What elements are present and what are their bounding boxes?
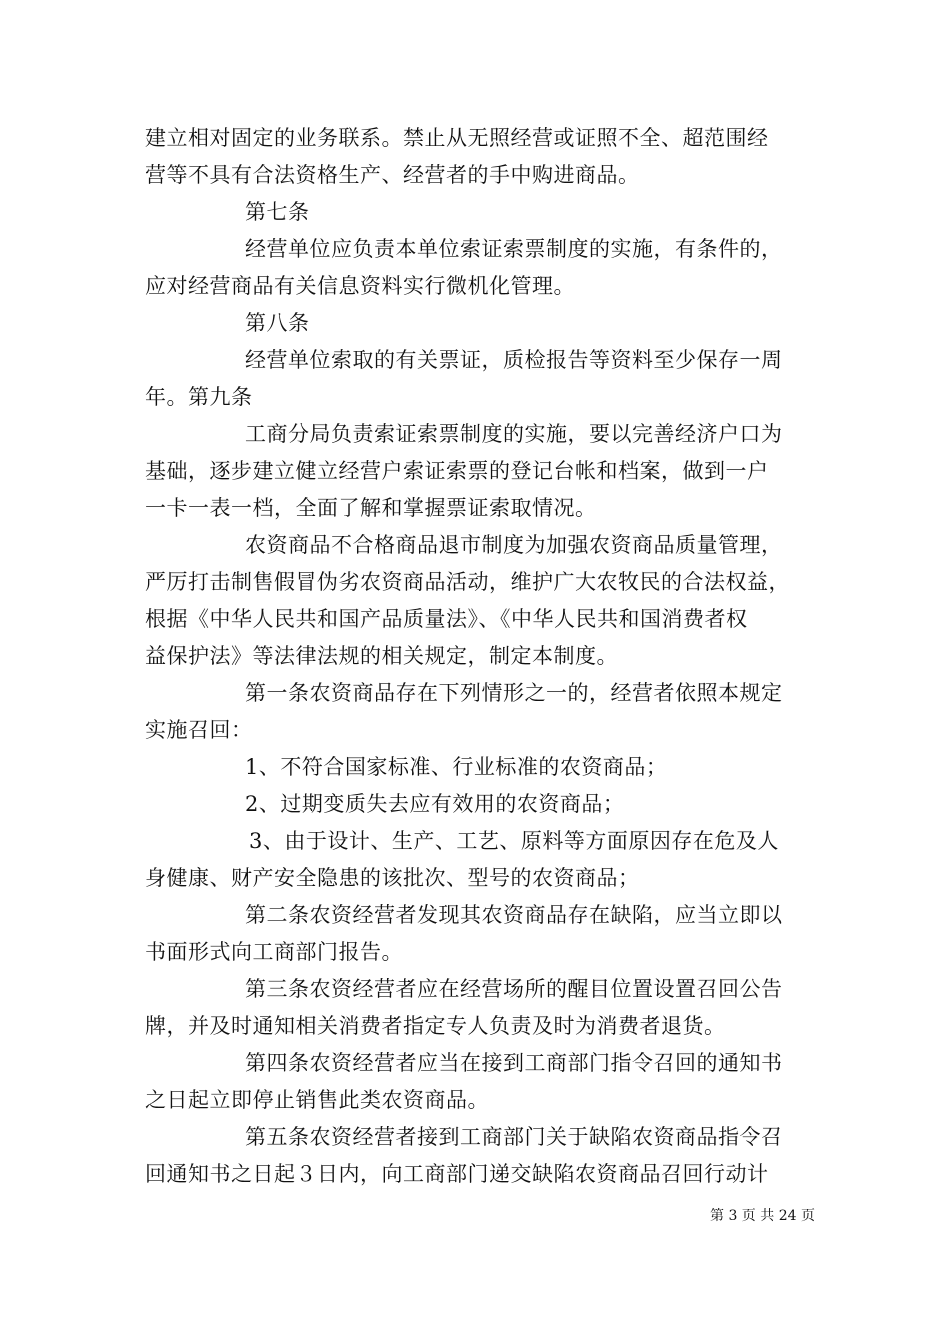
page-number: 第 3 页 共 24 页 [710,1208,815,1224]
list-item: 3、由于设计、生产、工艺、原料等方面原因存在危及人 [249,829,779,853]
text-line: 第一条农资商品存在下列情形之一的，经营者依照本规定 [245,681,783,705]
text-line: 工商分局负责索证索票制度的实施，要以完善经济户口为 [245,422,783,446]
text-line: 建立相对固定的业务联系。禁止从无照经营或证照不全、超范围经 [145,126,769,150]
text-line: 经营单位索取的有关票证，质检报告等资料至少保存一周 [245,348,783,372]
text-line: 经营单位应负责本单位索证索票制度的实施，有条件的， [245,237,783,261]
article-heading: 第七条 [245,200,310,224]
article-heading: 第八条 [245,311,310,335]
text-line: 严厉打击制售假冒伪劣农资商品活动，维护广大农牧民的合法权益， [145,570,790,594]
text-line: 一卡一表一档，全面了解和掌握票证索取情况。 [145,496,597,520]
text-line: 益保护法》等法律法规的相关规定，制定本制度。 [145,644,618,668]
text-line: 年。第九条 [145,385,253,409]
text-line: 基础，逐步建立健立经营户索证索票的登记台帐和档案，做到一户 [145,459,769,483]
text-line: 第三条农资经营者应在经营场所的醒目位置设置召回公告 [245,977,783,1001]
text-line: 书面形式向工商部门报告。 [145,940,403,964]
text-line: 牌，并及时通知相关消费者指定专人负责及时为消费者退货。 [145,1014,726,1038]
text-line: 第五条农资经营者接到工商部门关于缺陷农资商品指令召 [245,1125,783,1149]
text-line: 第二条农资经营者发现其农资商品存在缺陷，应当立即以 [245,903,783,927]
text-line: 根据《中华人民共和国产品质量法》、《中华人民共和国消费者权 [145,607,748,631]
text-line: 之日起立即停止销售此类农资商品。 [145,1088,489,1112]
list-item: 2、过期变质失去应有效用的农资商品； [245,792,625,816]
text-line: 应对经营商品有关信息资料实行微机化管理。 [145,274,575,298]
text-line: 农资商品不合格商品退市制度为加强农资商品质量管理， [245,533,783,557]
text-line: 营等不具有合法资格生产、经营者的手中购进商品。 [145,163,640,187]
text-line: 第四条农资经营者应当在接到工商部门指令召回的通知书 [245,1051,783,1075]
list-item: 1、不符合国家标准、行业标准的农资商品； [245,755,668,779]
text-line: 身健康、财产安全隐患的该批次、型号的农资商品； [145,866,640,890]
text-line: 回通知书之日起３日内，向工商部门递交缺陷农资商品召回行动计 [145,1162,769,1186]
text-line: 实施召回： [145,718,253,742]
